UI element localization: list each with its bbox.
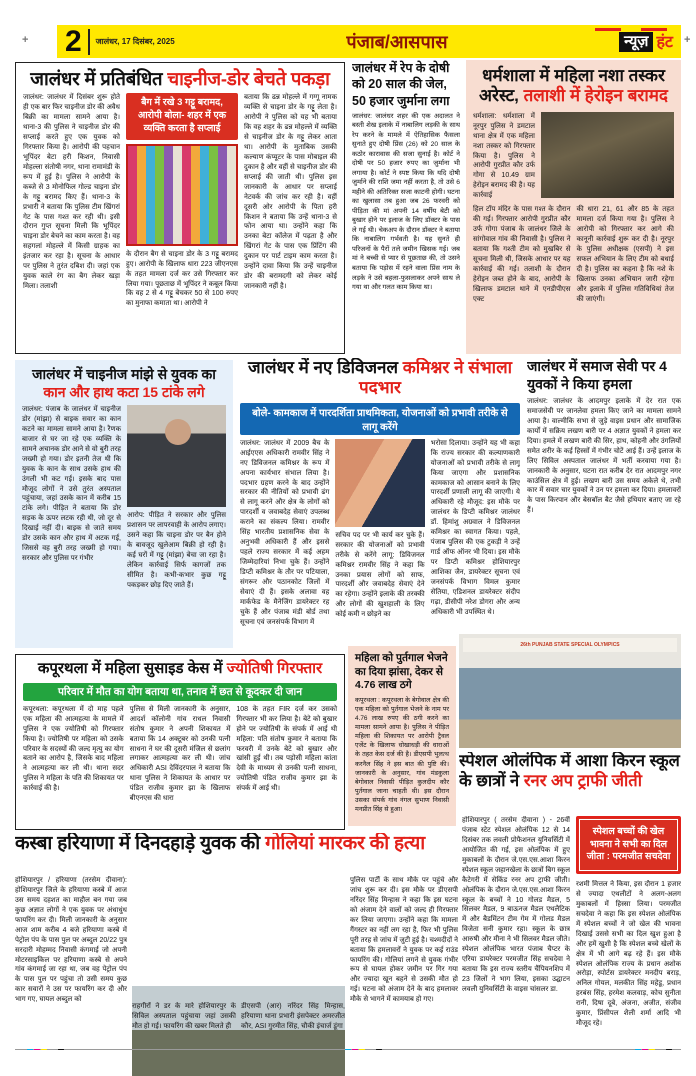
commissioner-salute-photo (335, 439, 424, 527)
article-olympics-col1 (462, 816, 570, 1046)
injured-youth-photo (127, 405, 226, 507)
article-murder-cap1-text: राहगीरों ने डर के मारे होशियारपुर के सिविल अस्पताल पहुंचाया जहां उसकी मौत हो गई। फायरिंग की खबर मिलते ही (132, 1003, 236, 1030)
article-social-worker-attack (527, 358, 681, 630)
article-rape-verdict-body: जालंधर: जालंधर शहर की एक अदालत ने बस्ती शेख इलाके में नाबालिग लड़की के साथ रेप करने के मामले में ऐतिहासिक फैसला सुनाते हुए दोषी प्रिंस (26) को 20 साल के कठोर कारावास की सजा सुनाई है। कोर्ट ने दोषी पर 50 हजार रुपए का जुर्माना भी लगाया है। कोर्ट ने स्पष्ट किया कि यदि दोषी जुर्माने की राशि जमा नहीं करता है, तो उसे 6 महीने की अतिरिक्त सजा काटनी होगी। घटना का खुलासा तब हुआ जब 26 फरवरी को पीड़िता की मां अपनी 14 वर्षीय बेटी को बुखार होने पर इलाज के लिए डॉक्टर के पास ले गई थी। चेकअप के दौरान डॉक्टर ने बताया कि नाबालिग गर्भवती है। यह सुनते ही परिजनों के पैरों तले जमीन खिसक गई। जब मां ने बच्ची से प्यार से पूछताछ की, तो उसने बताया कि पड़ोस में रहने वाला प्रिंस नाम के लड़के ने उसे बहला-फुसलाकर अपने साथ ले गया था और गलत काम किया था। (352, 112, 460, 292)
person-face (165, 419, 191, 445)
article-attack-body: जालंधर: जालंधर के आदमपुर इलाके में देर रात एक समाजसेवी पर जानलेवा हमला किए जाने का मामला सामने आया है। वाल्मीकि सभा से जुड़े वाइस प्रधान और सामाजिक कार्यों में सक्रिय लखण बारी पर 4 अज्ञात युवकों ने हमला कर दिया। हमले में लखण बारी की सिर, हाथ, कोहनी और उंगलियों समेत शरीर के कई हिस्सों में गंभीर चोटें आई हैं। उन्हें इलाज के लिए सिविल अस्पताल जालंधर में भर्ती करवाया गया है। जानकारी के अनुसार, घटना रात करीब देर रात आदमपुर नगर काउंसिल क्षेत्र में हुई। लखण बारी उस समय अकेले थे, तभी कार में सवार चार युवकों ने उन पर हमला कर दिया। हमलावरों के पास किरपान और बेसबॉल बैट जैसे हथियार बताए जा रहे हैं। (527, 398, 681, 515)
article-rape-verdict (352, 60, 460, 354)
page-number: 2 (65, 25, 82, 58)
article-murder-col2 (350, 876, 458, 1046)
article-chinese-dor (15, 62, 345, 354)
article-jyotishi-col2: पुलिस से मिली जानकारी के अनुसार, आदर्श कॉलोनी गांव राधल निवासी संतोष कुमार ने अपनी शिकायत में बताया कि 14 अक्टूबर को उनकी पत्नी साधना ने घर की दूसरी मंजिल से छलांग लगाकर आत्महत्या कर ली थी। जांच अधिकारी ASI देविंदरपाल ने बताया कि थाना पुलिस ने शिकायत के आधार पर पंडित राजीव कुमार झा के खिलाफ बीएनएस की धारा (129, 705, 231, 803)
olympics-banner-text: 26th PUNJAB STATE SPECIAL OLYMPICS (463, 638, 677, 652)
article-portugal-headline: महिला को पुर्तगाल भेजने का दिया झांसा, देकर से 4.76 लाख ठगे (355, 652, 448, 692)
article-dharamshala-cola: हिल टॉप मंदिर के पास गश्त के दौरान की गई। गिरफ्तार आरोपी गुरप्रीत कौर उर्फ गोगा पंजाब के जालंधर जिले के सांगोवाल गांव की निवासी है। पुलिस ने बताया कि गश्ती टीम को मुखबिर से सूचना मिली थी, जिसके आधार पर यह कार्रवाई की गई। तलाशी के दौरान हेरोइन जब्त होने के बाद, आरोपी के खिलाफ डमटाल थाने में एनडीपीएस एक्ट (473, 206, 571, 303)
article-jyotishi-col1: कपूरथला: कपूरथला में दो माह पहले एक महिला की आत्महत्या के मामले में पुलिस ने एक ज्योतिषी को गिरफ्तार किया है। ज्योतिषी पर महिला को उसके परिवार के सदस्यों की जल्द मृत्यु का योग बताने का आरोप है, जिसके बाद महिला ने आत्महत्या कर ली थी। थाना सदर पुलिस ने महिला के पति की शिकायत पर कार्रवाई की है। (23, 705, 124, 793)
bottom-rule (15, 1049, 681, 1050)
article-dharamshala-colb: की धारा 21, 61 और 85 के तहत मामला दर्ज किया गया है। पुलिस ने आरोपी को गिरफ्तार कर आगे की कानूनी कार्रवाई शुरू कर दी है। नूरपुर के पुलिस अधीक्षक (एसपी) ने इस सफल अभियान के लिए टीम को बधाई दी है। पुलिस का कहना है कि नशे के खिलाफ उनका अभियान जारी रहेगा और इलाके में पुलिस गतिविधियां तेज की जाएंगी। (576, 206, 674, 303)
article-chinese-dor-headline: जालंधर में प्रतिबंधित चाइनीज-डोर बेचते पकड़ा (30, 68, 330, 89)
police-with-accused-photo (541, 112, 674, 198)
edition-dateline: जालंधर, 17 दिसंबर, 2025 (95, 37, 175, 46)
article-murder-cap2 (241, 1002, 345, 1047)
article-murder-col2-text: पुलिस पार्टी के साथ मौके पर पहुंचे और जांच शुरू कर दी। इस मौके पर डीएसपी नरिंदर सिंह मिन्हास ने कहा कि इस घटना को अंजाम देने वालों को जल्द ही गिरफ्तार कर लिया जाएगा। उन्होंने कहा कि मामला गैंगस्टर का नहीं लग रहा है, फिर भी पुलिस पूरी तरह से जांच में जुटी हुई है। चश्मदीदों ने बताया कि हमलावरों ने युवक पर कई राउंड फायरिंग की। गोलियां लगने से युवक गंभीर रूप से घायल होकर जमीन पर गिर गया और ज्यादा खून बहने से उसकी मौत हो गई। घटना को अंजाम देने के बाद हमलावर मौके से भागने में कामयाब हो गए। (350, 877, 458, 1004)
crop-mark-right: + (684, 34, 691, 46)
article-olympics-col2 (576, 880, 681, 1046)
article-portugal-body: कपूरथला : कपूरथला के बेगोवाल क्षेत्र की एक महिला को पुर्तगाल भेजने के नाम पर 4.76 लाख रुपए की ठगी करने का मामला सामने आया है। पुलिस ने पीड़ित महिला की शिकायत पर आरोपी ट्रैवल एजेंट के खिलाफ धोखाधड़ी की धाराओं के तहत केस दर्ज की है। डीएसपी भुलत्थ करनैल सिंह ने इस बात की पुष्टि की। जानकारी के अनुसार, गांव मंडकुला बेगोवाल निवासी पीड़ित कुलदीप कौर पुर्तगाल जाना चाहती थी। इस दौरान उसका संपर्क गांव नंगल सुभाण निवासी मनप्रीत सिंह से हुआ। (355, 696, 449, 814)
article-jyotishi-headline: कपूरथला में महिला सुसाइड केस में ज्योतिषी गिरफ्तार (37, 660, 323, 677)
article-chinese-dor-col3: बताया कि ढन्न मोहल्ले में गग्गू नामक व्यक्ति से चाइना डोर के गट्टू लेता है। आरोपी ने पुलिस को यह भी बताया कि वह शहर के ढन्न मोहल्ले में व्यक्ति से चाइनीज डोर के गट्टू लेकर आता था। आरोपी के मुताबिक उसकी कल्याण कंप्यूटर के पास मोबाइल की दुकान है और वहीं से चाइनीज डोर की सप्लाई की जाती थी। पुलिस इस जानकारी के आधार पर सप्लाई नेटवर्क की जांच कर रही है। वहीं दूसरी ओर आरोपी के पिता हरी किशन ने बताया कि उन्हें थाना-3 से फोन आया था। उन्होंने कहा कि उनका बेटा कॉलेज में पढ़ता है और खिंगरां गेट के पास एक प्रिंटिंग की दुकान पर पार्ट टाइम काम करता है। उन्होंने दावा किया कि उन्हें चाइनीज डोर की बरामदगी को लेकर कोई जानकारी नहीं है। (244, 94, 337, 291)
article-olympics-inset (576, 816, 681, 874)
article-rape-verdict-headline: जालंधर में रेप के दोषी को 20 साल की जेल, 50 हजार जुर्माना लगा (352, 61, 450, 108)
article-commissioner-col1: जालंधर: जालंधर में 2009 बैच के आईएएस अधिकारी रामवीर सिंह ने नए डिविजनल कमिश्नर के रूप में अपना कार्यभार संभाल लिया है। पदभार ग्रहण करने के बाद उन्होंने सरकार की नीतियों को प्रभावी ढंग से लागू करने और क्षेत्र के लोगों को पारदर्शी व जवाबदेह सेवाएं उपलब्ध कराने का संकल्प लिया। रामवीर सिंह भारतीय प्रशासनिक सेवा के अनुभवी अधिकारी हैं और इससे पहले राज्य सरकार में कई अहम जिम्मेदारियां निभा चुके हैं। उन्होंने डिप्टी कमिश्नर के तौर पर पटियाला, संगरूर और पठानकोट जिलों में सेवाएं दी हैं। इसके अलावा वह मार्कफेड के मैनेजिंग डायरेक्टर रह चुके हैं और पंजाब मंडी बोर्ड तथा सूचना एवं जनसंपर्क विभाग में (240, 439, 330, 626)
article-olympics-col2-text: रशमी मित्तल ने किया, इस दौरान 1 हजार से ज्यादा एथलीटों ने अलग-अलग मुकाबलों में हिस्सा लिया। परमजीत सचदेवा ने कहा कि इस स्पेशल ओलंपिक में स्पेशल बच्चों ने जो खेल की भावना दिखाई उससे सभी का दिल खुश हुआ है और हमें खुशी है कि स्पेशल बच्चे खेलों के क्षेत्र में भी आगे बढ़ रहे हैं। इस मौके स्पेशल ओलंपिक राज्य के प्रधान अशोक अरोड़ा, स्पोर्टस डायरेक्टर मनदीप बराड़, अनिल गोयल, मलकीत सिंह महेडू, प्रधान हरबंस सिंह, हरमेश कलवाड़, कोच सुनीता रानी, दिषा दूबे, अंजना, अजीत, संजीव कुमार, प्रिंसीपल शैली शर्मा आदि भी मौजूद रहे। (576, 881, 681, 1028)
newspaper-logo (619, 32, 673, 52)
article-murder-cap2-text: डीएसपी (आर) नरिंदर सिंह मिन्हास, हरियाणा थाना प्रभारी इंसपेक्टर अमरजीत कौर, ASI गुरमीत सिंह, चौकी इंचार्ज डूंगा (241, 1003, 345, 1030)
article-chinese-dor-col1: जालंधर: जालंधर में दिसंबर शुरू होते ही एक बार फिर चाइनीज डोर की अवैध बिक्री का मामला सामने आया है। थाना-3 की पुलिस ने चाइनीज डोर की सप्लाई करते हुए एक युवक को गिरफ्तार किया है। आरोपी की पहचान भूपिंदर बेटा हरी किशन, निवासी मोहल्ला संतोषी नगर, थाना रामामंडी के रूप में हुई है। पुलिस ने आरोपी के कब्जे से 3 मोनोफिल गोल्ड चाइना डोर के गट्टू बरामद किए हैं। थाना-3 के प्रभारी ने बताया कि पुलिस टीम खिंगरां गेट के पास गश्त कर रही थी। इसी दौरान गुप्त सूचना मिली कि भूपिंदर चाइना डोर बेचने का काम करता है। वह सहगलां मोहल्ले में किसी ग्राहक का इंतजार कर रहा है। सूचना के आधार पर पुलिस ने तुरंत दबिश दी। जहां एक युवक काले रंग का बैग लेकर खड़ा मिला। तलाशी (23, 94, 120, 291)
article-commissioner (240, 358, 520, 654)
article-olympics-inset-text: स्पेशल बच्चों की खेल भावना ने सभी का दिल जीता : परमजीत सचदेवा (586, 825, 671, 863)
registration-marks-left (27, 1049, 64, 1050)
article-commissioner-subhead: बोले- कामकाज में पारदर्शिता प्राथमिकता, योजनाओं को प्रभावी तरीके से लागू करेंगे (240, 403, 520, 435)
article-commissioner-col2: सचिव पद पर भी कार्य कर चुके हैं। सरकार की योजनाओं को प्रभावी तरीके से करेंगे लागू: डिविजनल कमिश्नर रामवीर सिंह ने कहा कि उनका प्रयास लोगों को साफ, पारदर्शी और जवाबदेह सेवाएं देने का रहेगा। उन्होंने इलाके की तरक्की और लोगों की खुशहाली के लिए कोई कमी न छोड़ने का (335, 531, 425, 619)
section-title: पंजाब/आसपास (346, 31, 448, 52)
article-chinese-dor-inset: बैग में रखे 3 गट्टू बरामद, आरोपी बोला- शहर में एक व्यक्ति करता है सप्लाई (126, 93, 238, 139)
article-manjha-col1: जालंधर: पंजाब के जालंधर में चाइनीज डोर (मांझा) से बाइक सवार का कान कटने का मामला सामने आया है। रैणक बाजार से घर जा रहे एक व्यक्ति के सामने अचानक डोर आने से वो बुरी तरह जख्मी हो गया। डोर इतनी तेज थी कि युवक के कान के साथ उसके हाथ की उंगली भी कट गई। इसके बाद पास मौजूद लोगों ने उसे तुरंत अस्पताल पहुंचाया, जहां उसके कान में करीब 15 टांके लगे। पीड़ित ने बताया कि डोर सड़क के ऊपर लटक रही थी, जो दूर से दिखाई नहीं दी। बाइक से जाते समय डोर उसके कान और हाथ में अटक गई, जिससे वह बुरी तरह जख्मी हो गया। सरकार और पुलिस पर गंभीर (22, 406, 121, 563)
article-attack-headline: जालंधर में समाज सेवी पर 4 युवकों ने किया हमला (527, 358, 667, 392)
article-dharamshala-arrest (466, 60, 681, 354)
article-jyotishi-subhead: परिवार में मौत का योग बताया था, तनाव में छत से कूदकर दी जान (23, 683, 337, 701)
registration-marks-right (635, 1049, 672, 1050)
article-portugal-fraud (348, 646, 456, 826)
special-olympics-group-photo (459, 634, 681, 748)
article-dharamshala-headline: धर्मशाला में महिला नशा तस्कर अरेस्ट, तलाशी में हेरोइन बरामद (479, 66, 668, 106)
article-murder-cap1 (132, 1002, 236, 1047)
article-murder-headline: कस्बा हरियाणा में दिनदहाड़े युवक की गोलियां मारकर की हत्या (15, 833, 425, 854)
article-dharamshala-lead: धर्मशाला: धर्मशाला में नूरपुर पुलिस ने डमटाल थाना क्षेत्र में एक महिला नशा तस्कर को गिरफ्तार किया है। पुलिस ने आरोपी गुरप्रीत कौर उर्फ गोगा से 10.49 ग्राम हेरोइन बरामद की है। यह कार्रवाई (473, 112, 535, 200)
article-murder-col1-text: होशियारपुर / हरियाणा (तरसेम दीवाना): होशियारपुर जिले के हरियाणा कस्बे में आज उस समय दहशत का माहौल बन गया जब कुछ अज्ञात लोगों ने एक युवक पर अंधाधुंध फायरिंग कर दी। मिली जानकारी के अनुसार आज शाम करीब 4 बजे हरियाणा कस्बे में पेट्रोल पंप के पास पुल पर अब्दुल 20/22 पुत्र सरदारी मोहम्मद निवासी कंगमाई जो अपनी मोटरसाइकिल पर हरियाणा कस्बे से अपने गांव कंगमाई जा रहा था, जब वह पेट्रोल पंप के पास पुल पर पहुंचा तो उसी समय कुछ कार सवारों ने उस पर फायरिंग कर दी और भाग गए, घायल अब्दुल को (15, 877, 127, 1004)
crop-mark-left: + (22, 34, 29, 46)
article-commissioner-headline: जालंधर में नए डिविजनल कमिश्नर ने संभाला पदभार (247, 358, 513, 398)
article-olympics-headline-block (459, 752, 681, 812)
article-astrologer-arrest (15, 654, 345, 830)
article-jyotishi-col3: 108 के तहत FIR दर्ज कर उसको गिरफ्तार भी कर लिया है। बेटे को बुखार होने पर ज्योतिषी के संपर्क में आई थी महिला: पति संतोष कुमार ने बताया कि फरवरी में उनके बेटे को बुखार और खांसी हुई थी। तब पड़ोसी महिला कांता देवी के माध्यम से उनकी पत्नी साधना, ज्योतिषी पंडित राजीव कुमार झा के संपर्क में आई थी। (236, 705, 338, 793)
logo-tagline-left (595, 28, 621, 31)
article-manjha-col2: आरोप: पीड़ित ने सरकार और पुलिस प्रशासन पर लापरवाही के आरोप लगाए। उसने कहा कि चाइना डोर पर बैन होने के बावजूद खुलेआम बिक्री हो रही है। कई घरों में गट्टू (मांझा) बेचा जा रहा है। लेकिन कार्रवाई सिर्फ कागजों तक सीमित है। कभी-कभार कुछ गट्टू पकड़कर छोड़ दिए जाते हैं। (127, 512, 226, 589)
article-chinese-dor-col2: के दौरान बैग से चाइना डोर के 3 गट्टू बरामद हुए। आरोपी के खिलाफ धारा 223 जीएनएस के तहत मामला दर्ज कर उसे गिरफ्तार कर लिया गया। पूछताछ में भूपिंदर ने कबूल किया कि वह 2 से 4 गट्टू बेचकर 50 से 100 रुपए का मुनाफा कमाता था। आरोपी ने (126, 250, 238, 308)
registration-marks-center (345, 1049, 382, 1050)
logo-word-news: न्यूज़ (619, 32, 653, 52)
masthead-divider (88, 29, 90, 55)
article-olympics-col1-text: होशियारपुर ( तरसेम दीवाना ) - 26वीं पंजाब स्टेट स्पेशल ओलंपिक 12 से 14 दिसंबर तक लवली प्रोफैशनल युनिवर्सिटी में आयोजित की गई, इस ओलंपिक में हुए मुकाबलों के दौरान जे.एस.एस.आशा किरन स्पेशल स्कूल जहानखेला के छात्रों बिग स्कूल कैटेगरी में सेकिंड रनर अप ट्राफी जीती। ओलंपिक के दौरान जे.एस.एस.आशा किरन स्कूल के बच्चों ने 10 गोलड मैडल, 5 सिलवर मैडल, 9 बाऊनज मैडल एथलैटिक में और बैडमिंटन टीम गेम में गोलड मैडल विजेता सनी कुमार रहा। स्कूल के छात्र आरुषी और मीना ने भी सिलवर मैडल जीते। स्पेशल ओलंपिक भारत पंजाब चैप्टर के एरिया डायरेक्टर परमजीत सिंह सचदेवा ने बताया कि इस राज्य स्तरीय चैंपियनशिप में 23 जिलों ने भाग लिया, इसका उद्घाटन लवली युनिवर्सिटी के वाइस चांसलर डा. (462, 817, 570, 993)
logo-tagline-right (641, 28, 667, 31)
masthead (57, 25, 681, 58)
article-manjha-headline: जालंधर में चाइनीज मांझे से युवक का कान और हाथ कटा 15 टांके लगे (32, 366, 216, 400)
article-murder-col1 (15, 876, 127, 1046)
kite-string-spools-photo (126, 144, 238, 246)
article-olympics-headline: स्पेशल ओलंपिक में आशा किरन स्कूल के छात्रों ने रनर अप ट्राफी जीती (459, 752, 680, 790)
logo-word-hunt: हंट (656, 33, 673, 51)
article-murder-headline-block (15, 833, 460, 871)
article-manjha-injury (15, 360, 233, 648)
article-commissioner-col3: भरोसा दिलाया। उन्होंने यह भी कहा कि राज्य सरकार की कल्याणकारी योजनाओं को प्रभावी तरीके से लागू किया जाएगा और प्रशासनिक कामकाज को आसान बनाने के लिए पारदर्शी प्रणाली लागू की जाएगी। ये अधिकारी रहे मौजूद: इस मौके पर जालंधर के डिप्टी कमिश्नर जालंधर डॉ. हिमांशु अग्रवाल ने डिविजनल कमिश्नर का स्वागत किया। पहले, पंजाब पुलिस की एक टुकड़ी ने उन्हें गार्ड ऑफ ऑनर भी दिया। इस मौके पर डिप्टी कमिश्नर होशियारपुर आशिका जैन, डायरेक्टर सूचना एवं जनसंपर्क विभाग विमल कुमार सेतिया, एडिशनल डायरेक्टर संदीप गढ़ा, डीसीपी नरेश डोगरा और अन्य अधिकारी भी उपस्थित थे। (430, 439, 520, 616)
